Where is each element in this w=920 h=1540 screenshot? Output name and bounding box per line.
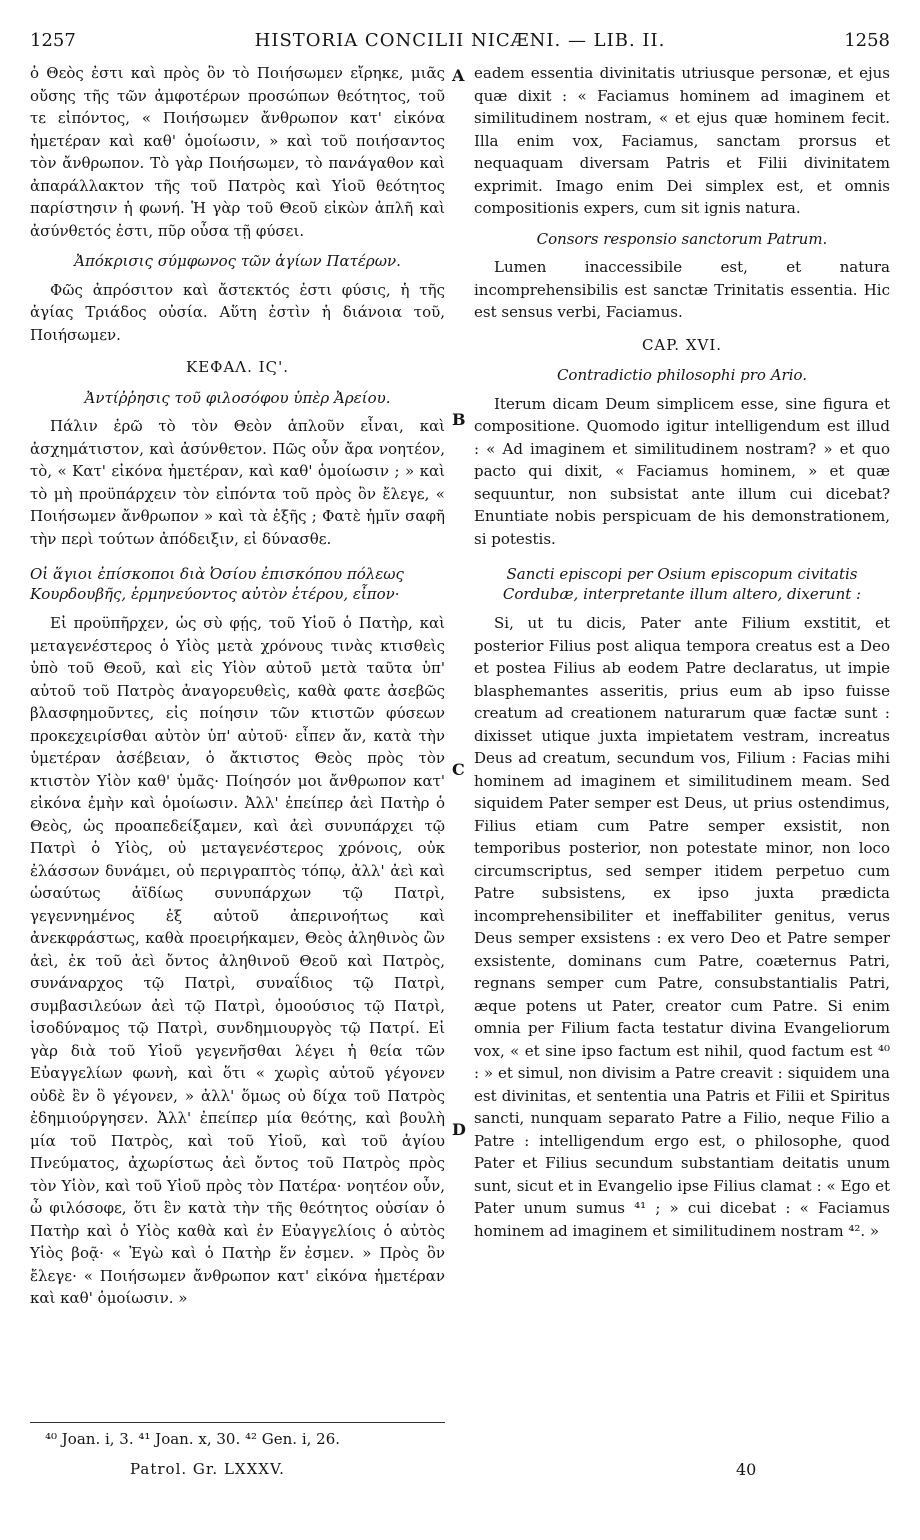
greek-heading-response: Ἀπόκρισις σύμφωνος τῶν ἁγίων Πατέρων. [74,252,401,270]
latin-heading-bishops: Sancti episcopi per Osium episcopum civitatis Cordubæ, interpretante illum altero, dixerunt : [502,565,862,603]
margin-marker-c: C [452,760,465,779]
greek-column [30,62,445,1316]
latin-heading-response: Consors responsio sanctorum Patrum. [536,229,828,248]
page-number-left: 1257 [30,30,76,51]
footnotes: ⁴⁰ Joan. i, 3. ⁴¹ Joan. x, 30. ⁴² Gen. i, 26. [45,1430,341,1448]
greek-paragraph-3: Πάλιν ἐρῶ τὸ τὸν Θεὸν ἁπλοῦν εἶναι, καὶ ἀσχημάτιστον, καὶ ἀσύνθετον. Πῶς οὖν ἄρα νοητέον, τὸ, « Κατ' εἰκόνα ἡμετέραν, καὶ καθ' ὁμοίωσιν ; » καὶ τὸ μὴ προϋπάρχειν τὸν εἰπόντα τοῦ πρὸς ὃν ἔλεγε, « Ποιήσωμεν ἄνθρωπον » καὶ τὰ ἑξῆς ; Φατὲ ἡμῖν σαφῆ τὴν περὶ τούτων ἀπόδειξιν, εἰ δύνασθε. [30,417,445,548]
printer-signature: Patrol. Gr. LXXXV. [130,1460,285,1478]
margin-marker-a: A [452,66,465,85]
latin-paragraph-1: eadem essentia divinitatis utriusque personæ, et ejus quæ dixit : « Faciamus hominem ad imaginem et similitudinem nostram, « et ejus quæ hominem fecit. Illa enim vox, Faciamus, sanctam prorsus et nequaquam diversam Patris et Filii divinitatem exprimit. Imago enim Dei simplex est, et omnis compositionis expers, cum sit ignis natura. [474,64,890,217]
latin-paragraph-4: Si, ut tu dicis, Pater ante Filium exstitit, et posterior Filius post aliqua tempora creatus est a Deo et postea Filius ab eodem Patre declaratus, ut impie blasphemantes asseritis, prius eum ab ipso fuisse creatum ad creationem naturarum quæ factæ sunt : dixisset utique juxta impietatem vestram, increatus Deus ad creatum, secundum vos, Filium : Facias mihi hominem ad imaginem et similitudinem meam. Sed siquidem Pater semper est Deus, ut prius ostendimus, Filius etiam cum Patre semper exsistit, non temporibus posterior, non potestate minor, non loco circumscriptus, sed semper itidem perpetuo cum Patre subsistens, ex ipso juxta prædicta incomprehensibiliter et ineffabiliter genitus, verus Deus semper exsistens : ex vero Deo et Patre semper exsistente, dominans cum Patre, coæternus Patri, regnans semper cum Patre, consubstantialis Patri, æque potens ut Pater, creator cum Patre. Si enim omnia per Filium facta testatur divina Evangeliorum vox, « et sine ipso factum est nihil, quod factum est ⁴⁰ : » et simul, non divisim a Patre creavit : siquidem una est divinitas, et sententia una Patris et Filii et Spiritus sancti, nunquam separato Patre a Filio, neque Filio a Patre : intelligendum ergo est, o philosophe, quod Pater et Filius secundum substantiam deitatis unum sunt, sicut et in Evangelio ipse Filius clamat : « Ego et Pater unum sumus ⁴¹ ; » cui dicebat : « Faciamus hominem ad imaginem et similitudinem nostram ⁴². » [474,614,890,1240]
running-title: HISTORIA CONCILII NICÆNI. — LIB. II. [254,30,666,51]
latin-column [474,62,890,1248]
margin-marker-d: D [452,1120,466,1139]
greek-heading-bishops: Οἱ ἅγιοι ἐπίσκοποι διὰ Ὀσίου ἐπισκόπου πόλεως Κουρδουβῆς, ἑρμηνεύοντος αὐτὸν ἑτέρου, εἶπον· [30,565,404,603]
latin-paragraph-2: Lumen inaccessibile est, et natura incomprehensibilis est sanctæ Trinitatis essentia. Hic est sensus verbi, Faciamus. [474,258,890,321]
folio-number: 40 [736,1460,757,1479]
greek-chapter-heading: ΚΕΦΑΛ. ΙϚ'. [186,358,289,376]
footnote-divider [30,1422,445,1423]
greek-paragraph-4: Εἰ προϋπῆρχεν, ὡς σὺ φῄς, τοῦ Υἱοῦ ὁ Πατὴρ, καὶ μεταγενέστερος ὁ Υἱὸς μετὰ χρόνους τινὰς κτισθεὶς ὑπὸ τοῦ Θεοῦ, καὶ εἰς Υἱὸν αὐτοῦ μετὰ ταῦτα ὑπ' αὐτοῦ τοῦ Πατρὸς ἀναγορευθεὶς, καθὰ φατε ἀσεβῶς βλασφημοῦντες, εἰς ποίησιν τῶν κτιστῶν φύσεων προκεχειρίσθαι αὐτὸν ὑπ' αὐτοῦ· εἶπεν ἄν, κατὰ τὴν ὑμετέραν ἀσέβειαν, ὁ ἄκτιστος Θεὸς πρὸς τὸν κτιστὸν Υἱὸν καθ' ὑμᾶς· Ποίησόν μοι ἄνθρωπον κατ' εἰκόνα ἐμὴν καὶ ὁμοίωσιν. Ἀλλ' ἐπείπερ ἀεὶ Πατὴρ ὁ Θεὸς, ὡς προαπεδείξαμεν, καὶ ἀεὶ συνυπάρχει τῷ Πατρὶ ὁ Υἱὸς, οὐ μεταγενέστερος χρόνοις, οὐκ ἐλάσσων δυνάμει, οὐ περιγραπτὸς τόπῳ, ἀλλ' ἀεὶ καὶ ὡσαύτως ἀϊδίως συνυπάρχων τῷ Πατρὶ, γεγεννημένος ἐξ αὐτοῦ ἀπερινοήτως καὶ ἀνεκφράστως, καθὰ προειρήκαμεν, Θεὸς ἀληθινὸς ὢν ἀεὶ, ἐκ τοῦ ἀεὶ ὄντος ἀληθινοῦ Θεοῦ καὶ Πατρὸς, συνάναρχος τῷ Πατρὶ, συναΐδιος τῷ Πατρὶ, συμβασιλεύων ἀεὶ τῷ Πατρὶ, ὁμοούσιος τῷ Πατρὶ, ἰσοδύναμος τῷ Πατρὶ, συνδημιουργὸς τῷ Πατρί. Εἰ γὰρ διὰ τοῦ Υἱοῦ γεγενῆσθαι λέγει ἡ θεία τῶν Εὐαγγελίων φωνὴ, καὶ ὅτι « χωρὶς αὐτοῦ γέγονεν οὐδὲ ἓν ὃ γέγονεν, » ἀλλ' ὅμως οὐ δίχα τοῦ Πατρὸς ἐδημιούργησεν. Ἀλλ' ἐπείπερ μία θεότης, καὶ βουλὴ μία τοῦ Πατρὸς, καὶ τοῦ Υἱοῦ, καὶ τοῦ ἁγίου Πνεύματος, ἀχωρίστως ἀεὶ ὄντος τοῦ Πατρὸς πρὸς τὸν Υἱὸν, καὶ τοῦ Υἱοῦ πρὸς τὸν Πατέρα· νοητέον οὖν, ὦ φιλόσοφε, ὅτι ἓν κατὰ τὴν τῆς θεότητος οὐσίαν ὁ Πατὴρ καὶ ὁ Υἱὸς καθὰ καὶ ἐν Εὐαγγελίοις ὁ αὐτὸς Υἱὸς βοᾷ· « Ἐγὼ καὶ ὁ Πατὴρ ἕν ἐσμεν. » Πρὸς ὃν ἔλεγε· « Ποιήσωμεν ἄνθρωπον κατ' εἰκόνα ἡμετέραν καὶ καθ' ὁμοίωσιν. » [30,614,445,1307]
page-number-right: 1258 [844,30,890,51]
latin-heading-contradiction: Contradictio philosophi pro Ario. [556,366,808,384]
greek-paragraph-2: Φῶς ἀπρόσιτον καὶ ἄστεκτός ἐστι φύσις, ἡ τῆς ἁγίας Τριάδος οὐσία. Αὕτη ἐστὶν ἡ διάνοια τοῦ, Ποιήσωμεν. [30,280,445,344]
running-header [30,30,890,56]
latin-chapter-heading: CAP. XVI. [641,335,723,354]
latin-paragraph-3: Iterum dicam Deum simplicem esse, sine figura et compositione. Quomodo igitur intelligendum est illud : « Ad imaginem et similitudinem nostram? » et quo pacto qui dixit, « Faciamus hominem, » et quæ sequuntur, non subsistat ante illum cui dicebat? Enuntiate nobis perspicuam de his demonstrationem, si potestis. [474,394,890,548]
margin-marker-b: B [452,410,466,429]
greek-paragraph-1: ὁ Θεὸς ἐστι καὶ πρὸς ὃν τὸ Ποιήσωμεν εἴρηκε, μιᾶς οὔσης τῆς τῶν ἀμφοτέρων προσώπων θεότητος, τοῦ τε εἰπόντος, « Ποιήσωμεν ἄνθρωπον κατ' εἰκόνα ἡμετέραν καὶ καθ' ὁμοίωσιν, » καὶ τοῦ ποιήσαντος τὸν ἄνθρωπον. Τὸ γὰρ Ποιήσωμεν, τὸ πανάγαθον καὶ ἀπαράλλακτον τῆς τοῦ Πατρὸς καὶ Υἱοῦ θεότητος παρίστησιν ἡ φωνή. Ἡ γὰρ τοῦ Θεοῦ εἰκὼν ἁπλῆ καὶ ἀσύνθετός ἐστι, πῦρ οὖσα τῇ φύσει. [30,64,445,240]
greek-heading-contradiction: Ἀντίῤῥησις τοῦ φιλοσόφου ὑπὲρ Ἀρείου. [84,388,391,407]
